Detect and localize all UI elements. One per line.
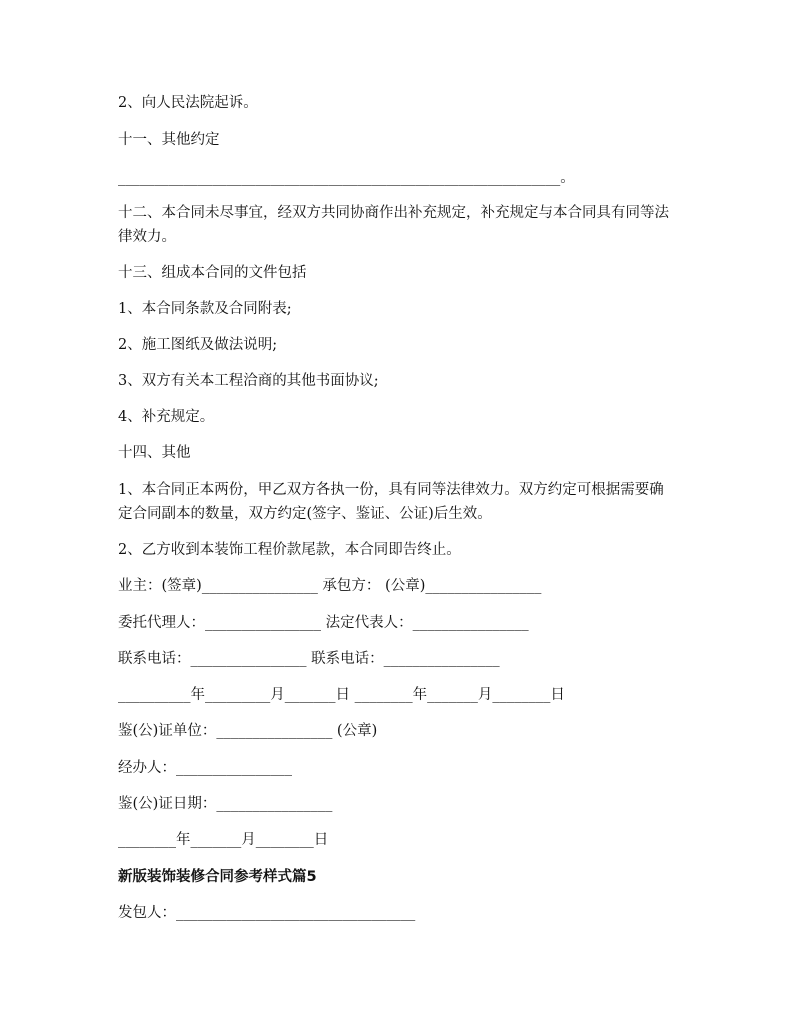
signature-line: 委托代理人：________________ 法定代表人：________________ [118,615,529,631]
blank-fill-line: _____________________________________________________________。 [118,170,575,186]
list-item: 2、乙方收到本装饰工程价款尾款，本合同即告终止。 [118,542,461,558]
section-title: 新版装饰装修合同参考样式篇5 [118,869,317,885]
signature-line: 业主：(签章)________________ 承包方： (公章)________________ [118,578,542,594]
date-line: __________年_________月_______日 ________年_______月________日 [118,687,565,703]
section-heading: 十一、其他约定 [118,132,220,148]
signature-line: 鉴(公)证日期：________________ [118,796,333,812]
signature-line: 联系电话：________________ 联系电话：________________ [118,651,500,667]
section-heading: 十四、其他 [118,445,191,461]
paragraph: 十二、本合同未尽事宜，经双方共同协商作出补充规定，补充规定与本合同具有同等法律效力。 [118,205,669,245]
signature-line: 经办人：________________ [118,760,292,776]
list-item: 2、施工图纸及做法说明; [118,337,278,353]
section-heading: 十三、组成本合同的文件包括 [118,265,307,281]
signature-line: 发包人：_________________________________ [118,905,416,921]
text-line: 2、向人民法院起诉。 [118,95,258,111]
list-item: 3、双方有关本工程洽商的其他书面协议; [118,373,379,389]
signature-line: 鉴(公)证单位：________________ (公章) [118,723,378,739]
list-item: 4、补充规定。 [118,409,215,425]
list-item: 1、本合同条款及合同附表; [118,301,292,317]
paragraph: 1、本合同正本两份，甲乙双方各执一份，具有同等法律效力。双方约定可根据需要确定合同副本的数量，双方约定(签字、鉴证、公证)后生效。 [118,482,664,522]
date-line: ________年_______月________日 [118,832,329,848]
